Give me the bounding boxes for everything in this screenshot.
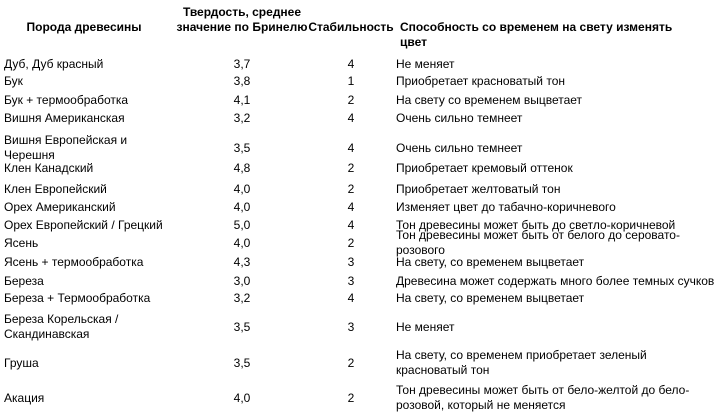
cell-text: 1	[347, 73, 355, 88]
cell-wood	[4, 110, 164, 126]
cell-wood	[4, 343, 164, 383]
cell-color-change	[396, 307, 719, 347]
cell-wood	[4, 380, 164, 416]
cell-text: Клен Канадский	[4, 160, 94, 175]
cell-color-change	[396, 343, 719, 383]
cell-text: Древесина может содержать много более темных сучков	[396, 273, 715, 288]
cell-text: Вишня Американская	[4, 110, 125, 125]
cell-wood	[4, 56, 164, 72]
cell-stability	[301, 160, 401, 176]
cell-wood	[4, 273, 164, 289]
cell-stability	[301, 254, 401, 270]
cell-text: 4,0	[233, 199, 251, 214]
cell-text: 4	[347, 110, 355, 125]
cell-text: Тон древесины может быть до светло-коричневой	[396, 217, 676, 232]
cell-text: Тон древесины может быть от белого до серовато-розового	[396, 228, 680, 257]
cell-color-change	[396, 160, 719, 176]
cell-text: Береза	[4, 273, 44, 288]
cell-text: 4	[347, 290, 355, 305]
cell-hardness	[173, 92, 311, 108]
cell-text: На свету со временем выцветает	[396, 92, 583, 107]
cell-text: 3	[347, 319, 355, 334]
cell-text: 2	[347, 181, 355, 196]
table-row	[0, 380, 719, 416]
cell-color-change	[396, 110, 719, 126]
cell-hardness	[173, 307, 311, 347]
cell-hardness	[173, 380, 311, 416]
cell-hardness	[173, 73, 311, 89]
cell-color-change	[396, 56, 719, 72]
cell-text: Вишня Европейская и Черешня	[4, 133, 128, 162]
cell-color-change	[396, 380, 719, 416]
cell-text: Приобретает кремовый оттенок	[396, 160, 573, 175]
cell-wood	[4, 235, 164, 251]
cell-text: 5,0	[233, 217, 251, 232]
cell-stability	[301, 307, 401, 347]
cell-hardness	[173, 343, 311, 383]
cell-text: 4	[347, 56, 355, 71]
cell-text: 2	[347, 355, 355, 370]
cell-text: 4,0	[233, 390, 251, 405]
table-row	[0, 110, 719, 126]
cell-text: Бук	[4, 73, 23, 88]
table-row	[0, 290, 719, 306]
cell-wood	[4, 290, 164, 306]
cell-text: Клен Европейский	[4, 181, 107, 196]
cell-color-change	[396, 290, 719, 306]
cell-color-change	[396, 73, 719, 89]
cell-stability	[301, 199, 401, 215]
cell-text: Орех Европейский / Грецкий	[4, 217, 163, 232]
header-stability: Стабильность	[308, 20, 394, 34]
cell-wood	[4, 199, 164, 215]
cell-hardness	[173, 290, 311, 306]
table-row	[0, 73, 719, 89]
cell-text: Очень сильно темнеет	[396, 110, 523, 125]
cell-text: Тон древесины может быть от бело-желтой до бело-розовой, который не меняется	[396, 383, 690, 412]
cell-text: Ясень	[4, 235, 39, 250]
cell-hardness	[173, 56, 311, 72]
cell-hardness	[173, 217, 311, 233]
cell-text: 4,0	[233, 181, 251, 196]
cell-text: Приобретает красноватый тон	[396, 73, 566, 88]
table-row	[0, 254, 719, 270]
cell-hardness	[173, 181, 311, 197]
cell-stability	[301, 92, 401, 108]
cell-text: 3,2	[233, 110, 251, 125]
cell-text: Очень сильно темнеет	[396, 140, 523, 155]
cell-text: Береза + Термообработка	[4, 290, 151, 305]
cell-text: Ясень + термообработка	[4, 254, 144, 269]
cell-stability	[301, 181, 401, 197]
cell-text: Береза Корельская / Скандинавская	[4, 312, 119, 341]
cell-hardness	[173, 160, 311, 176]
cell-wood	[4, 160, 164, 176]
cell-stability	[301, 290, 401, 306]
table-row	[0, 56, 719, 72]
cell-text: 3,5	[233, 140, 251, 155]
table-row	[0, 181, 719, 197]
cell-hardness	[173, 273, 311, 289]
cell-color-change	[396, 254, 719, 270]
cell-stability	[301, 343, 401, 383]
cell-text: Акация	[4, 390, 45, 405]
cell-text: 4,8	[233, 160, 251, 175]
cell-text: Дуб, Дуб красный	[4, 56, 104, 71]
header-wood: Порода древесины	[26, 20, 142, 34]
header-color-change: Способность со временем на свету изменять цвет	[400, 20, 673, 49]
header-hardness: Твердость, среднее значение по Бринелю	[176, 5, 308, 34]
cell-stability	[301, 273, 401, 289]
cell-stability	[301, 217, 401, 233]
cell-text: Орех Американский	[4, 199, 116, 214]
cell-text: 2	[347, 235, 355, 250]
cell-wood	[4, 217, 164, 233]
cell-text: 2	[347, 390, 355, 405]
cell-text: 3,7	[233, 56, 251, 71]
cell-text: Приобретает желтоватый тон	[396, 181, 561, 196]
cell-text: Груша	[4, 355, 39, 370]
cell-text: На свету, со временем выцветает	[396, 290, 585, 305]
cell-text: 4	[347, 217, 355, 232]
cell-text: 3,5	[233, 319, 251, 334]
cell-text: На свету, со временем приобретает зеленый красноватый тон	[396, 348, 647, 377]
cell-text: Не меняет	[396, 56, 455, 71]
cell-stability	[301, 110, 401, 126]
cell-hardness	[173, 235, 311, 251]
cell-wood	[4, 92, 164, 108]
cell-text: Бук + термообработка	[4, 92, 129, 107]
cell-wood	[4, 254, 164, 270]
cell-text: 2	[347, 160, 355, 175]
cell-wood	[4, 181, 164, 197]
table-row	[0, 307, 719, 347]
table-row	[0, 160, 719, 176]
cell-hardness	[173, 254, 311, 270]
cell-text: 3,0	[233, 273, 251, 288]
cell-text: 4,0	[233, 235, 251, 250]
cell-text: На свету, со временем выцветает	[396, 254, 585, 269]
table-row	[0, 343, 719, 383]
cell-hardness	[173, 110, 311, 126]
cell-color-change	[396, 181, 719, 197]
cell-stability	[301, 73, 401, 89]
cell-text: 2	[347, 92, 355, 107]
cell-text: 4	[347, 140, 355, 155]
cell-color-change	[396, 273, 719, 289]
cell-stability	[301, 235, 401, 251]
cell-text: 3	[347, 254, 355, 269]
cell-color-change	[396, 228, 719, 257]
cell-color-change	[396, 92, 719, 108]
cell-color-change	[396, 199, 719, 215]
table-row	[0, 92, 719, 108]
cell-text: 3,5	[233, 355, 251, 370]
cell-text: 4,1	[233, 92, 251, 107]
table-row	[0, 228, 719, 257]
cell-text: 3,8	[233, 73, 251, 88]
cell-text: Изменяет цвет до табачно-коричневого	[396, 199, 616, 214]
cell-wood	[4, 307, 164, 347]
cell-text: 3	[347, 273, 355, 288]
cell-stability	[301, 56, 401, 72]
cell-wood	[4, 73, 164, 89]
cell-hardness	[173, 199, 311, 215]
cell-stability	[301, 380, 401, 416]
cell-text: 3,2	[233, 290, 251, 305]
table-row	[0, 199, 719, 215]
cell-text: 4	[347, 199, 355, 214]
table-row	[0, 273, 719, 289]
cell-text: Не меняет	[396, 319, 455, 334]
cell-text: 4,3	[233, 254, 251, 269]
